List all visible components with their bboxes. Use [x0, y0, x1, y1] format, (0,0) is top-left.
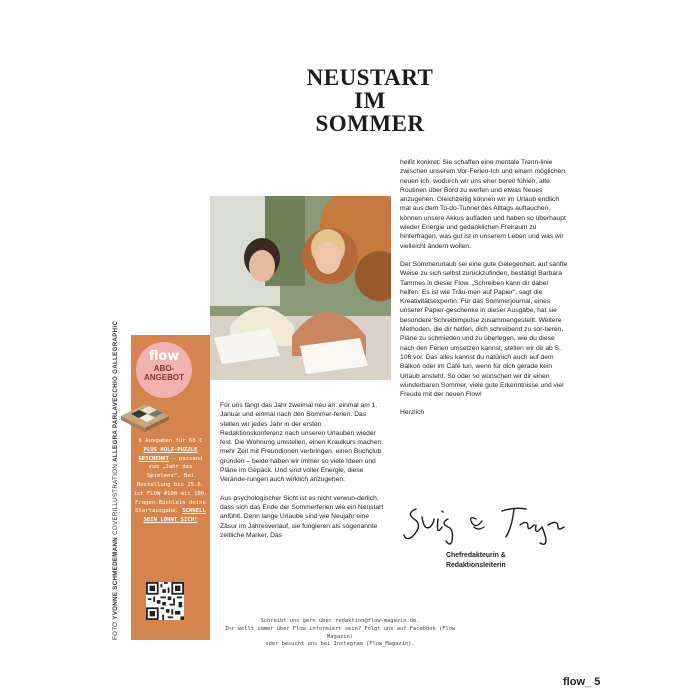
badge-line-1: ABO-	[153, 364, 175, 373]
editorial-right-column	[400, 158, 568, 427]
editorial-left-column	[220, 401, 384, 549]
abo-badge	[132, 342, 192, 398]
title-line-1: NEUSTART	[306, 65, 434, 90]
paragraph: heißt konkret: Sie schaffen eine mentale Trenn-linie zwischen unserem Vor-Ferien-Ich und einem möglichen neuen Ich, wodurch wir uns eher bereit fühlen, alte Routinen über Bord zu werfen und etwas Neues anzugehen. Gleichzeitig können wir im Urlaub endlich mal aus dem To-do-Tunnel des Alltags auftauchen, können unsere Akkus aufladen und haben so überhaupt wieder Energie und gedanklichen Freiraum zu hinterfragen, was gut ist in unserem Leben und was wir vielleicht ändern wollen.	[400, 159, 566, 250]
handwritten-signature	[402, 497, 570, 549]
footer-line: Ihr wollt immer über Flow informiert sein? Folgt uns auf Facebook (Flow Magazin)	[224, 625, 456, 640]
page-number: flow_ 5	[563, 676, 601, 688]
title-line-2: IM SOMMER	[315, 88, 425, 136]
contact-footer	[220, 618, 460, 649]
heart-icon: ♥	[132, 344, 142, 361]
paragraph: Der Sommerurlaub sei eine gute Gelegenheit, auf sanfte Weise zu sich selbst zurückzufinden, bestätigt Barbara Tammes in dieser Flow. „Schreiben kann dir dabei helfen: Es ist wie Träu-men auf Papier“, sagt die Kreativitätsexpertin. Für das Sommerjournal, eines unserer Papier-geschenke in dieser Ausgabe, hat sie besondere Schreibimpulse zusammengestellt. Weitere Methoden, die dir helfen, dich schreibend zu sor-tieren, Pläne zu schmieden und zu überlegen, wie du diese nach den Ferien umsetzen kannst, stellen wir dir ab S. 106 vor. Das alles kannst du natürlich auch auf dem Balkon oder im Café tun, wenn für dich gerade kein Urlaub ansteht. So oder so wünschen wir dir einen wunderbaren Sommer, viele gute Erkenntnisse und viel Freude mit der neuen Flow!	[400, 260, 568, 399]
editors-photo	[210, 196, 391, 380]
qr-code[interactable]	[146, 582, 184, 620]
flow-brand: flow	[563, 676, 585, 688]
page-title	[300, 66, 440, 135]
footer-line: oder besucht uns bei Instagram (Flow_Magazin).	[265, 641, 415, 648]
promo-highlight: PLUS HOLZ-PUZZLE GESCHENKT	[138, 446, 198, 462]
badge-line-2: ANGEBOT	[144, 373, 184, 382]
flow-logo: flow	[148, 349, 180, 364]
promo-text: 6 Ausgaben für 68 € PLUS HOLZ-PUZZLE GESCHENKT – passend zum „Jahr des Spielens“. Bei Bestellung bis 25.6. ist FLOW #100 mit 100-Fragen-Büchlein deine Startausgabe. SCHNELL SEIN LOHNT SICH!	[133, 438, 208, 524]
footer-line[interactable]: Schreibt uns gern über redaktion@flow-magazin.de.	[260, 618, 420, 624]
paragraph: Für uns fängt das Jahr zweimal neu an: einmal am 1. Januar und einmal nach den Sommer-ferien. Das stellen wir jedes Jahr in der ersten Redaktionskonferenz nach unseren Urlauben wieder fest. Die Wohnung umstellen, einen Kraulkurs machen, mehr Zeit mit Freundinnen verbringen, einen Buchclub gründen – beide haben wir immer so viele Ideen und Pläne im Gepäck. Und sind voller Energie, diese Verände-rungen auch wirklich anzugehen.	[220, 402, 384, 484]
photo-credit: FOTO YVONNE SCHMEDEMANN COVERILLUSTRATION ALLEGRA PARLAVECCHIO GALLEGRAPHIC	[112, 320, 119, 640]
greeting: Herzlich	[400, 409, 425, 417]
promo-cta[interactable]: SCHNELL SEIN LOHNT SICH!	[143, 508, 206, 524]
paragraph: Aus psychologischer Sicht ist es nicht verwun-derlich, dass sich das Ende der Sommerferien wie ein Neustart anfühlt. Denn lange Urlaube sind wie Neujahr eine Zäsur im Jahresverlauf, sie fungieren als sogenannte zeitliche Marker. Das	[220, 494, 384, 539]
wooden-puzzle-image	[117, 398, 173, 434]
signature-caption: Chefredakteurin & Redaktionsleiterin	[446, 552, 506, 569]
